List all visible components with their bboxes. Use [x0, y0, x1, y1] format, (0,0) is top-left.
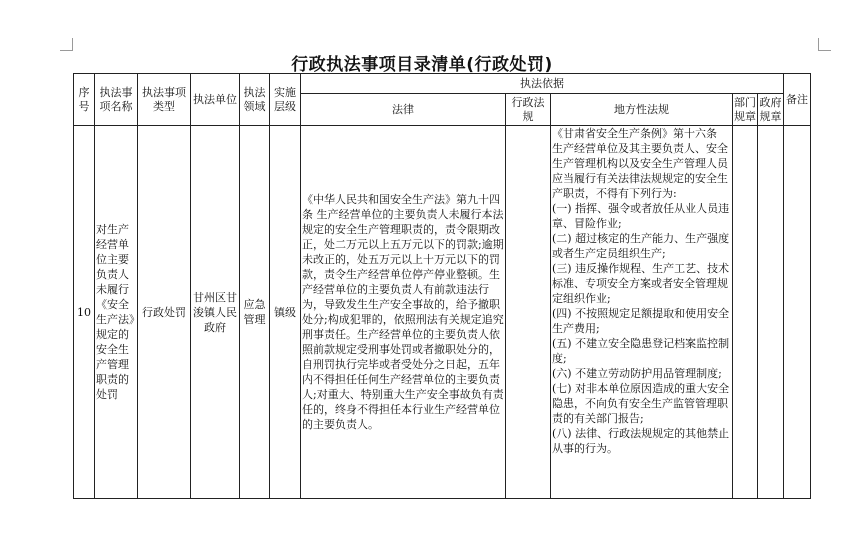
cell-seq: 10: [74, 126, 95, 499]
cell-unit: 甘州区甘浚镇人民政府: [191, 126, 240, 499]
cell-domain: 应急管理: [240, 126, 270, 499]
cell-item-name: 对生产经营单位主要负责人未履行《安全生产法》规定的安全生产管理职责的处罚: [95, 126, 138, 499]
header-seq: 序号: [74, 74, 95, 126]
header-gov-rule: 政府规章: [758, 94, 784, 126]
header-level: 实施层级: [270, 74, 301, 126]
cell-law: 《中华人民共和国安全生产法》第九十四条 生产经营单位的主要负责人未履行本法规定的安全生产管理职责的，责令限期改正，处二万元以上五万元以下的罚款;逾期未改正的，处五万元以上十万元以下的罚款，责令生产经营单位停产停业整顿。生产经营单位的主要负责人有前款违法行为，导致发生生产安全事故的，给予撤职处分;构成犯罪的，依照刑法有关规定追究刑事责任。生产经营单位的主要负责人依照前款规定受刑事处罚或者撤职处分的，自刑罚执行完毕或者受处分之日起，五年内不得担任任何生产经营单位的主要负责人;对重大、特别重大生产安全事故负有责任的，终身不得担任本行业生产经营单位的主要负责人。: [301, 126, 506, 499]
cell-dept-rule: [733, 126, 758, 499]
header-law: 法律: [301, 94, 506, 126]
header-basis: 执法依据: [301, 74, 784, 94]
header-admin-reg: 行政法规: [506, 94, 551, 126]
header-dept-rule: 部门规章: [733, 94, 758, 126]
header-item-type: 执法事项类型: [138, 74, 191, 126]
cell-local-reg: 《甘肃省安全生产条例》第十六条 生产经营单位及其主要负责人、安全生产管理机构以及安全生产管理人员应当履行有关法律法规规定的安全生产职责，不得有下列行为: (一) 指挥、强令或者放任从业人员违章、冒险作业; (二) 超过核定的生产能力、生产强度或者生产定员组织生产; (三) 违反操作规程、生产工艺、技术标准、专项安全方案或者安全管理规定组织作业; (四) 不按照规定足额提取和使用安全生产费用; (五) 不建立安全隐患登记档案监控制度; (六) 不建立劳动防护用品管理制度; (七) 对非本单位原因造成的重大安全隐患，不向负有安全生产监管管理职责的有关部门报告; (八) 法律、行政法规规定的其他禁止从事的行为。: [551, 126, 733, 499]
header-item-name: 执法事项名称: [95, 74, 138, 126]
enforcement-table: [73, 73, 811, 499]
header-domain: 执法领域: [240, 74, 270, 126]
cell-gov-rule: [758, 126, 784, 499]
cell-admin-reg: [506, 126, 551, 499]
page-title: 行政执法事项目录清单(行政处罚): [291, 55, 553, 75]
header-local-reg: 地方性法规: [551, 94, 733, 126]
header-unit: 执法单位: [191, 74, 240, 126]
cell-item-type: 行政处罚: [138, 126, 191, 499]
cell-remark: [784, 126, 811, 499]
header-remark: 备注: [784, 74, 811, 126]
cell-level: 镇级: [270, 126, 301, 499]
